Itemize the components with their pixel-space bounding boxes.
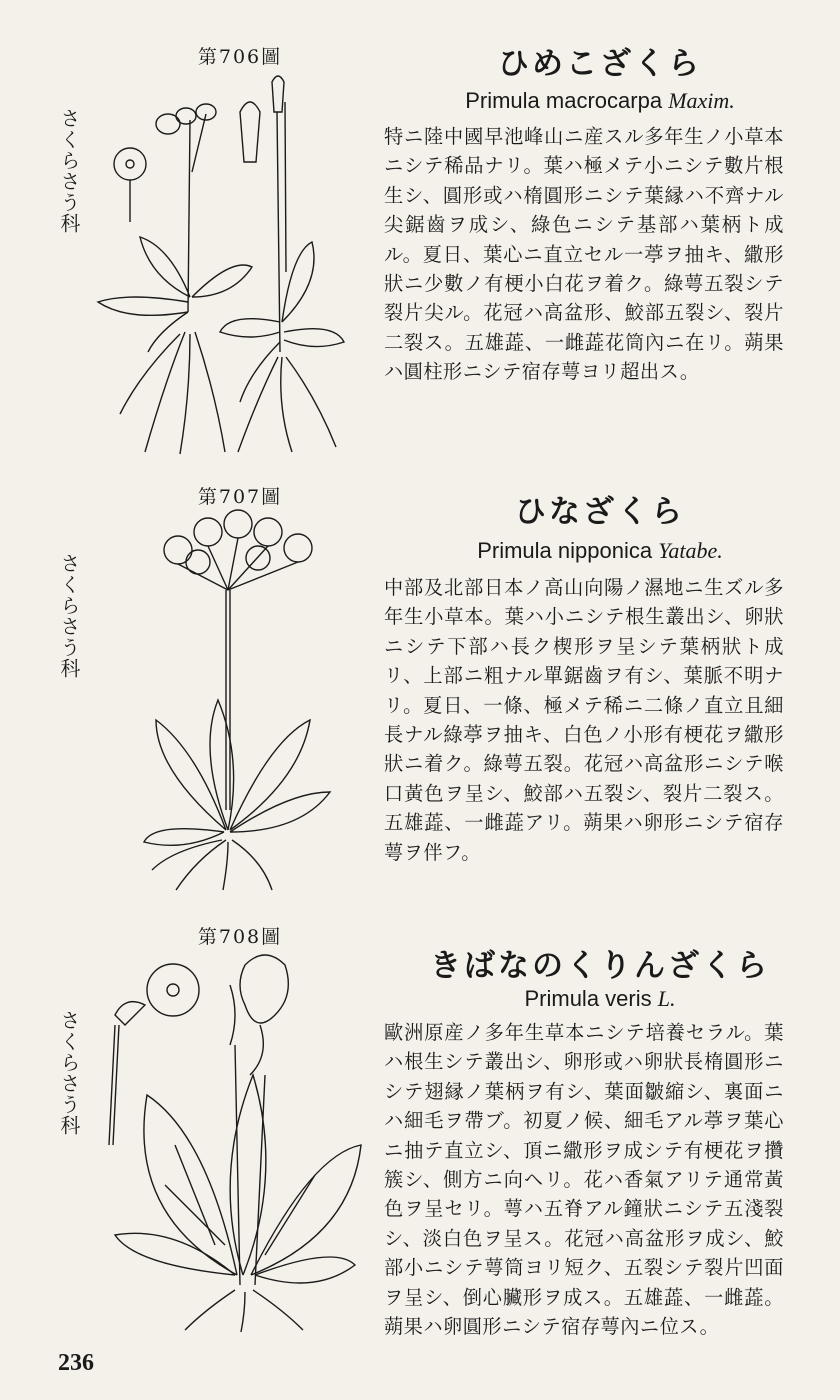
description-706: 特ニ陸中國早池峰山ニ産スル多年生ノ小草本ニシテ稀品ナリ。葉ハ極メテ小ニシテ數片根生シ、圓形或ハ楕圓形ニシテ葉縁ハ不齊ナル尖鋸齒ヲ成シ、綠色ニシテ基部ハ葉柄ト成ル。夏日、葉心ニ直立セル一葶ヲ抽キ、繖形狀ニ少數ノ有梗小白花ヲ着ク。綠萼五裂シテ裂片尖ル。花冠ハ高盆形、鮫部五裂シ、裂片二裂ス。五雄蕋、一雌蕋花筒內ニ在リ。蒴果ハ圓柱形ニシテ宿存萼ヨリ超出ス。 xyxy=(384,125,784,384)
japanese-name-706: ひめこざくら xyxy=(498,46,702,82)
figure-label-708: 第708圖 xyxy=(197,926,283,948)
figure-label-706: 第706圖 xyxy=(197,46,283,68)
author-708: L. xyxy=(657,986,676,1011)
family-label-707: さくらさう科 xyxy=(57,553,81,679)
scientific-name-708 xyxy=(385,986,815,1012)
illustration-primula-veris xyxy=(95,945,365,1335)
scientific-name-706 xyxy=(385,88,815,114)
genus-species-707: Primula nipponica xyxy=(477,538,653,563)
page-number: 236 xyxy=(58,1350,94,1376)
illustration-primula-nipponica xyxy=(138,510,338,890)
author-707: Yatabe. xyxy=(658,538,723,563)
illustration-primula-macrocarpa xyxy=(80,72,350,452)
family-label-706: さくらさう科 xyxy=(57,108,81,234)
description-708: 歐洲原産ノ多年生草本ニシテ培養セラル。葉ハ根生シテ叢出シ、卵形或ハ卵狀長楕圓形ニシテ翅縁ノ葉柄ヲ有シ、葉面皺縮シ、裏面ニハ細毛ヲ帶ブ。初夏ノ候、細毛アル葶ヲ葉心ニ抽テ直立シ、頂ニ繖形ヲ成シテ有梗花ヲ攢簇シ、側方ニ向ヘリ。花ハ香氣アリテ通常黃色ヲ呈セリ。萼ハ五脊アル鐘狀ニシテ五淺裂シ、淡白色ヲ呈ス。花冠ハ高盆形ヲ成シ、鮫部小ニシテ萼筒ヨリ短ク、五裂シテ裂片凹面ヲ呈シ、倒心臟形ヲ成ス。五雄蕋、一雌蕋。蒴果ハ卵圓形ニシテ宿存萼內ニ位ス。 xyxy=(384,1021,784,1339)
genus-species-708: Primula veris xyxy=(524,986,652,1011)
japanese-name-707: ひなざくら xyxy=(515,494,685,530)
family-label-708: さくらさう科 xyxy=(57,1010,81,1136)
author-706: Maxim. xyxy=(668,88,735,113)
genus-species-706: Primula macrocarpa xyxy=(465,88,663,113)
description-707: 中部及北部日本ノ高山向陽ノ濕地ニ生ズル多年生小草本。葉ハ小ニシテ根生叢出シ、卵狀ニシテ下部ハ長ク楔形ヲ呈シテ葉柄狀ト成リ、上部ニ粗ナル單鋸齒ヲ有シ、葉脈不明ナリ。夏日、一條、極メテ稀ニ二條ノ直立且細長ナル綠葶ヲ抽キ、白色ノ小形有梗花ヲ繖形狀ニ着ク。綠萼五裂。花冠ハ高盆形ニシテ喉口黃色ヲ呈シ、鮫部ハ五裂シ、裂片二裂ス。五雄蕋、一雌蕋アリ。蒴果ハ卵形ニシテ宿存萼ヲ伴フ。 xyxy=(384,576,784,864)
figure-label-707: 第707圖 xyxy=(197,486,283,508)
scientific-name-707 xyxy=(385,538,815,564)
japanese-name-708: きばなのくりんざくら xyxy=(430,948,770,984)
